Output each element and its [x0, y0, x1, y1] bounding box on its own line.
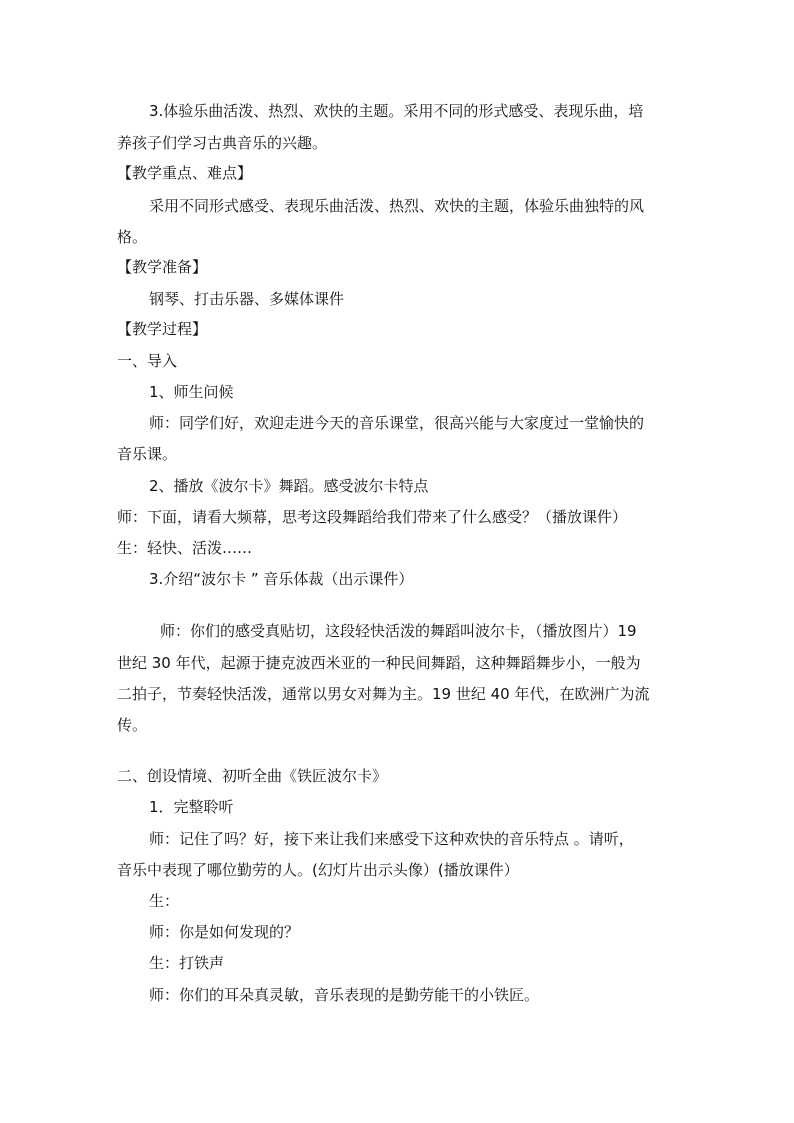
- paragraph-teacher-greeting-line2: 音乐课。: [117, 445, 178, 463]
- paragraph-student-blank: 生：: [149, 892, 180, 910]
- subsection-play-polka: 2、播放《波尔卡》舞蹈。感受波尔卡特点: [149, 477, 429, 495]
- paragraph-polka-history-line4: 传。: [117, 716, 148, 734]
- paragraph-teacher-how: 师：你是如何发现的？: [149, 923, 300, 941]
- section-introduction: 一、导入: [117, 352, 178, 370]
- paragraph-teacher-question: 师：下面，请看大频幕，思考这段舞蹈给我们带来了什么感受？（播放课件）: [117, 508, 628, 526]
- paragraph-listening-prompt-line2: 音乐中表现了哪位勤劳的人。(幻灯片出示头像）(播放课件）: [117, 861, 519, 879]
- paragraph-student-answer: 生：轻快、活泼……: [117, 539, 253, 557]
- heading-process: 【教学过程】: [117, 320, 208, 338]
- paragraph-teacher-greeting-line1: 师：同学们好，欢迎走进今天的音乐课堂，很高兴能与大家度过一堂愉快的: [149, 414, 645, 432]
- paragraph-polka-history-line3: 二拍子，节奏轻快活泼，通常以男女对舞为主。19 世纪 40 年代，在欧洲广为流: [117, 685, 650, 703]
- paragraph-preparation: 钢琴、打击乐器、多媒体课件: [149, 290, 345, 308]
- heading-preparation: 【教学准备】: [117, 258, 208, 276]
- subsection-greeting: 1、师生问候: [149, 383, 234, 401]
- section-first-listening: 二、创设情境、初听全曲《铁匠波尔卡》: [117, 767, 388, 785]
- paragraph-key-points-line1: 采用不同形式感受、表现乐曲活泼、热烈、欢快的主题，体验乐曲独特的风: [149, 197, 645, 215]
- paragraph-listening-prompt-line1: 师：记住了吗？好，接下来让我们来感受下这种欢快的音乐特点 。请听，: [149, 830, 634, 848]
- paragraph-goal-3-line2: 养孩子们学习古典音乐的兴趣。: [117, 134, 328, 152]
- paragraph-goal-3-line1: 3.体验乐曲活泼、热烈、欢快的主题。采用不同的形式感受、表现乐曲，培: [149, 102, 644, 120]
- paragraph-polka-history-line1: 师：你们的感受真贴切，这段轻快活泼的舞蹈叫波尔卡，（播放图片）19: [160, 622, 637, 640]
- paragraph-key-points-line2: 格。: [117, 228, 148, 246]
- paragraph-teacher-blacksmith: 师：你们的耳朵真灵敏，音乐表现的是勤劳能干的小铁匠。: [149, 986, 540, 1004]
- paragraph-student-forging: 生：打铁声: [149, 954, 225, 972]
- paragraph-polka-history-line2: 世纪 30 年代，起源于捷克波西米亚的一种民间舞蹈，这种舞蹈舞步小，一般为: [117, 654, 641, 672]
- subsection-introduce-polka: 3.介绍“波尔卡 ” 音乐体裁（出示课件）: [149, 570, 414, 588]
- heading-key-points: 【教学重点、难点】: [117, 164, 253, 182]
- subsection-full-listening: 1．完整聆听: [149, 798, 234, 816]
